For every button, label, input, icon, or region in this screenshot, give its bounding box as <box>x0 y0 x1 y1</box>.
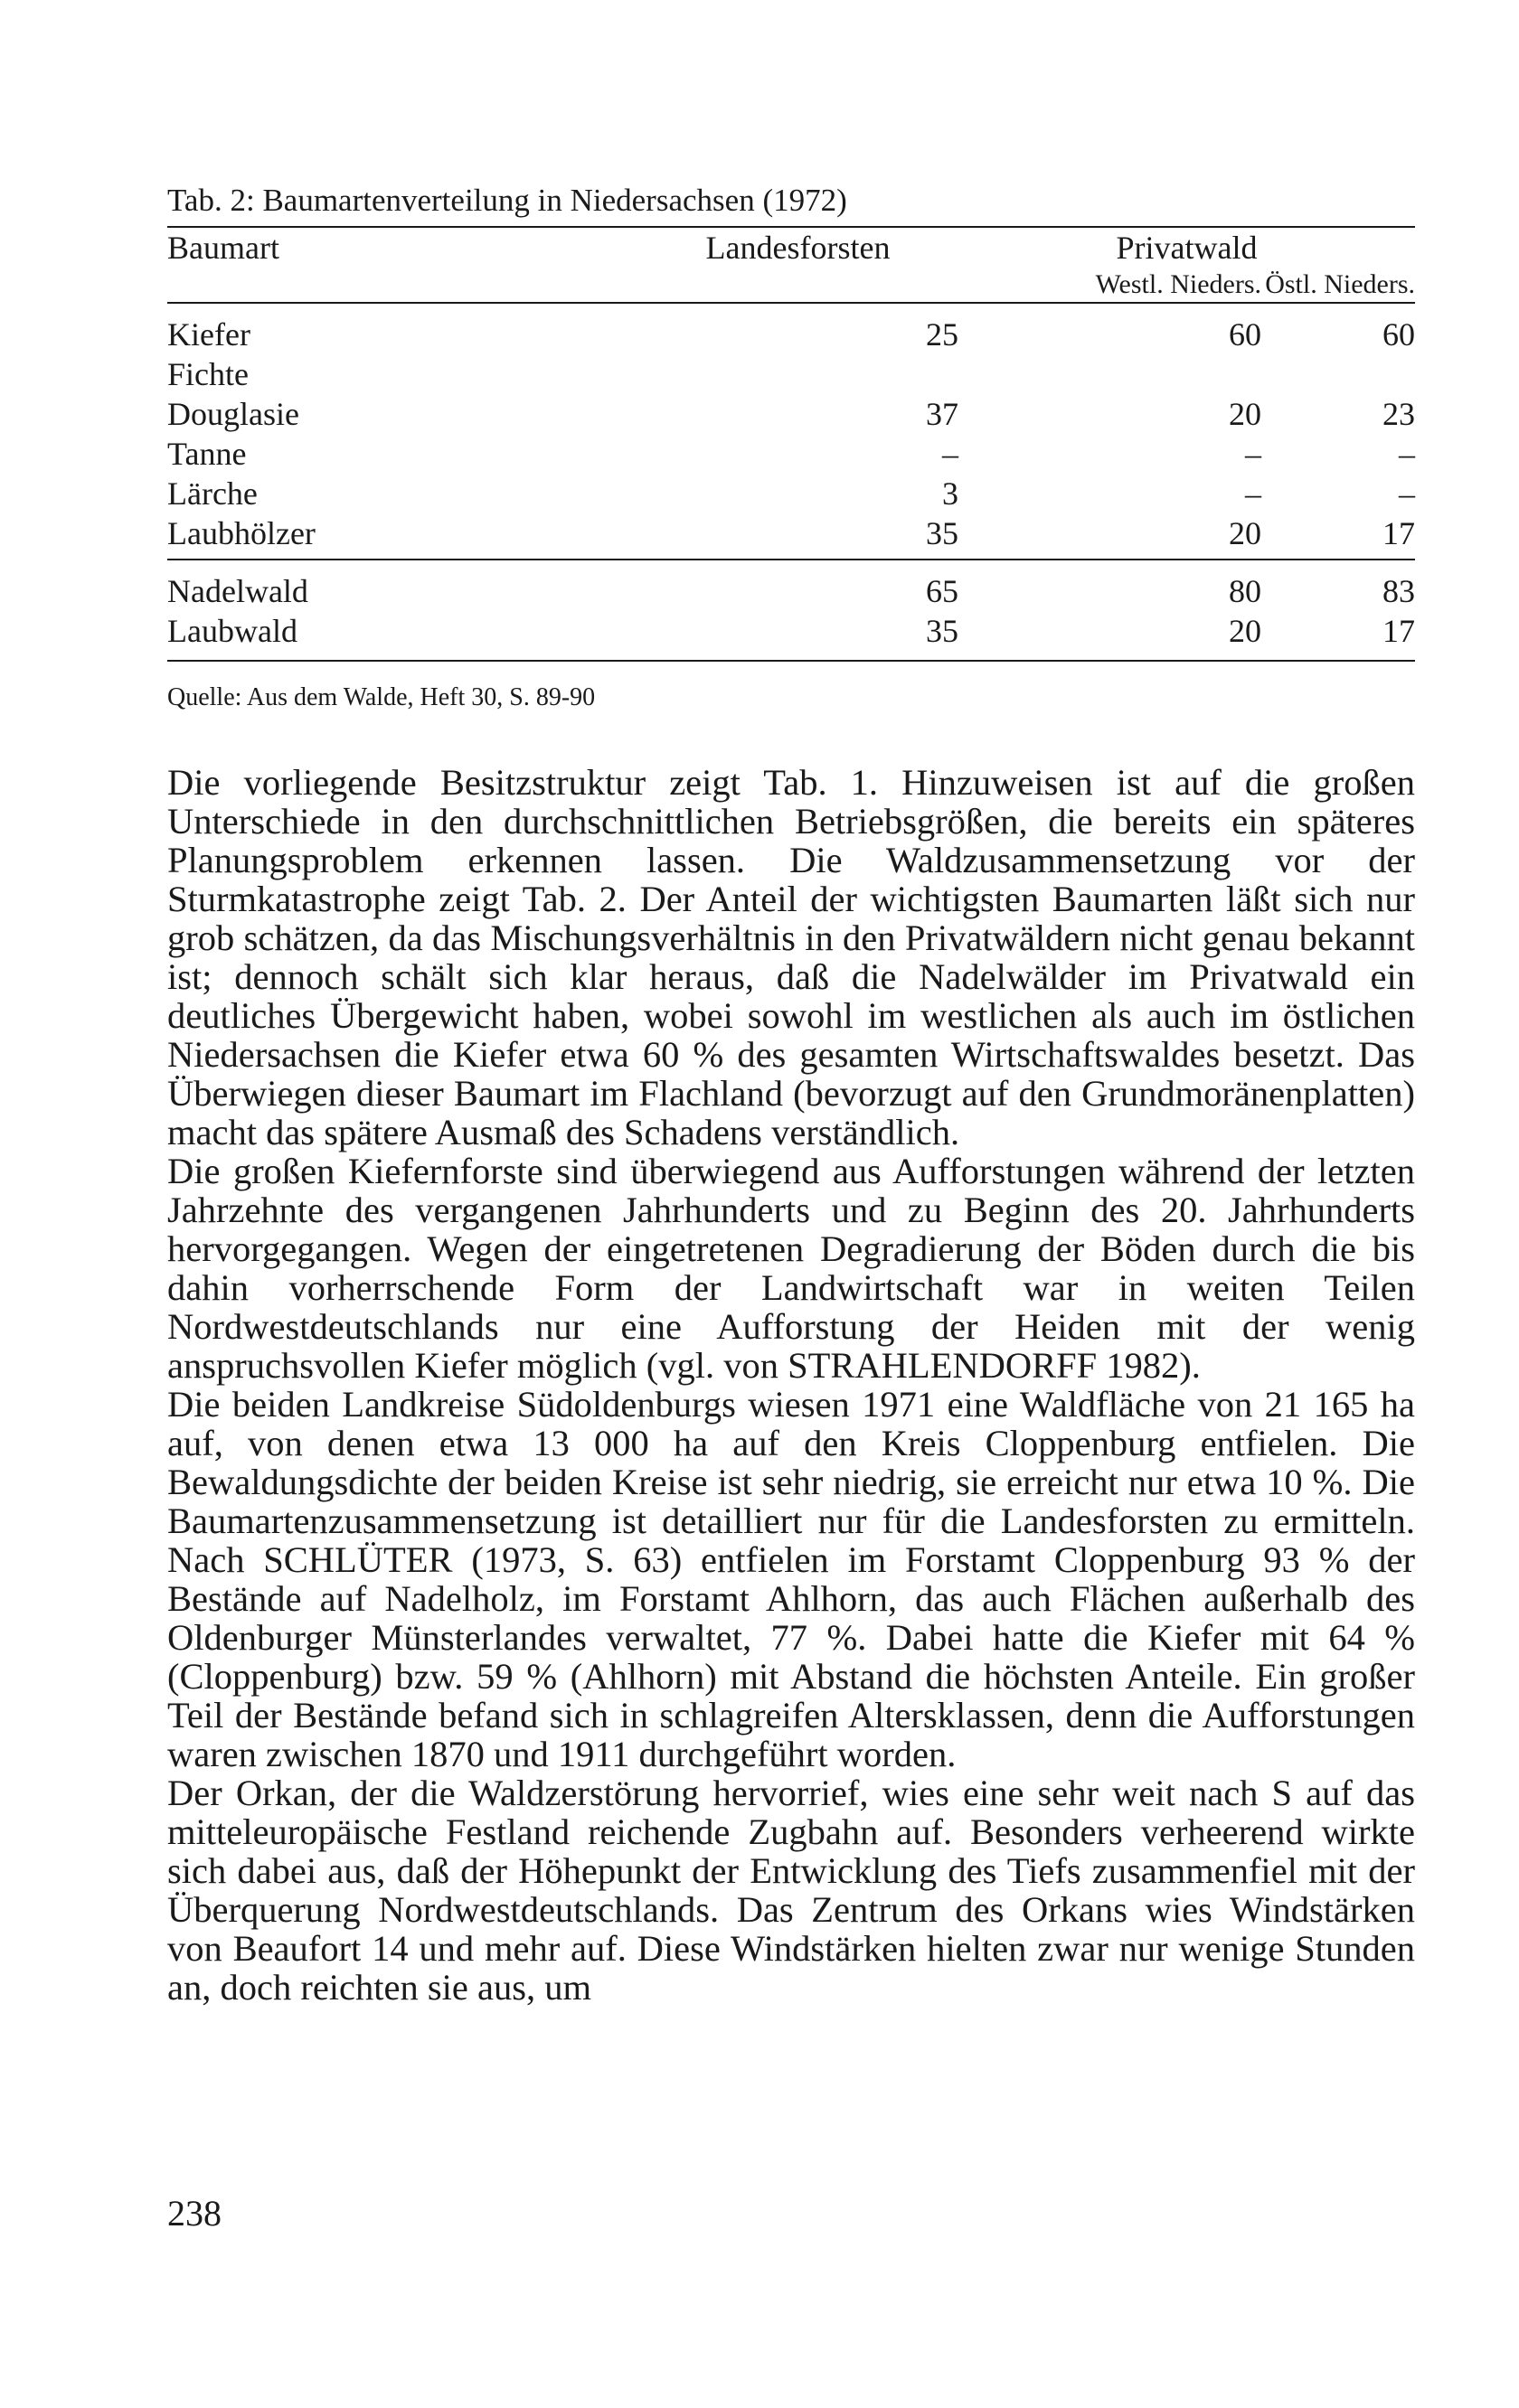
row-landesforsten: 3 <box>942 475 958 512</box>
row-westl <box>958 354 1261 394</box>
paragraph: Die großen Kiefernforste sind überwiegend aus Aufforstungen während der letzten Jahrzehnte des vergangenen Jahrhunderts und zu Beginn des 20. Jahrhunderts hervorgegangen. Wegen der eingetretenen Degradierung der Böden durch die bis dahin vorherrschende Form der Landwirtschaft war in weiten Teilen Nordwestdeutschlands nur eine Aufforstung der Heiden mit der wenig anspruchsvollen Kiefer möglich (vgl. von STRAHLENDORFF 1982). <box>167 1151 1415 1386</box>
table-row <box>167 474 1415 513</box>
row-westl: – <box>1245 475 1261 512</box>
species-distribution-table <box>167 226 1415 662</box>
paragraph: Die beiden Landkreise Südoldenburgs wiesen 1971 eine Waldfläche von 21 165 ha auf, von denen etwa 13 000 ha auf den Kreis Cloppenburg entfielen. Die Bewaldungsdichte der beiden Kreise ist sehr niedrig, sie erreicht nur etwa 10 %. Die Baumartenzusammensetzung ist detailliert nur für die Landesforsten zu ermitteln. Nach SCHLÜTER (1973, S. 63) entfielen im Forstamt Cloppenburg 93 % der Bestände auf Nadelholz, im Forstamt Ahlhorn, das auch Flächen außerhalb des Oldenburger Münsterlandes verwaltet, 77 %. Dabei hatte die Kiefer mit 64 % (Cloppenburg) bzw. 59 % (Ahlhorn) mit Abstand die höchsten Anteile. Ein großer Teil der Bestände befand sich in schlagreifen Altersklassen, denn die Aufforstungen waren zwischen 1870 und 1911 durchgeführt worden. <box>167 1384 1415 1774</box>
row-name: Laubwald <box>167 611 637 661</box>
table-source: Quelle: Aus dem Walde, Heft 30, S. 89-90 <box>167 683 596 711</box>
header-westl-nieders: Westl. Nieders. <box>958 268 1261 303</box>
row-landesforsten: 37 <box>926 396 958 432</box>
row-westl: 80 <box>958 560 1261 611</box>
table-row <box>167 303 1415 354</box>
row-westl: – <box>1245 436 1261 472</box>
row-westl: 20 <box>1229 515 1261 551</box>
row-oestl: 83 <box>1261 560 1415 611</box>
row-name: Douglasie <box>167 396 299 432</box>
row-landesforsten <box>637 354 958 394</box>
row-name: Fichte <box>167 356 249 392</box>
row-landesforsten: 25 <box>926 316 958 353</box>
row-westl: 20 <box>958 611 1261 661</box>
summary-row <box>167 611 1415 661</box>
page-number: 238 <box>167 2193 222 2234</box>
table-row <box>167 434 1415 474</box>
row-name: Nadelwald <box>167 560 637 611</box>
table-summary <box>167 560 1415 661</box>
row-westl: 20 <box>1229 396 1261 432</box>
table-body <box>167 303 1415 560</box>
summary-row <box>167 560 1415 611</box>
table-row <box>167 513 1415 560</box>
row-name: Tanne <box>167 436 247 472</box>
header-landesforsten: Landesforsten <box>637 227 958 268</box>
row-westl: 60 <box>1229 316 1261 353</box>
paragraph: Der Orkan, der die Waldzerstörung hervorrief, wies eine sehr weit nach S auf das mitteleuropäische Festland reichende Zugbahn auf. Besonders verheerend wirkte sich dabei aus, daß der Höhepunkt der Entwicklung des Tiefs zusammenfiel mit der Überquerung Nordwestdeutschlands. Das Zentrum des Orkans wies Windstärken von Beaufort 14 und mehr auf. Diese Windstärken hielten zwar nur wenige Stunden an, doch reichten sie aus, um <box>167 1773 1415 2008</box>
row-oestl: 17 <box>1261 611 1415 661</box>
header-baumart: Baumart <box>167 227 637 268</box>
table-caption: Tab. 2: Baumartenverteilung in Niedersachsen (1972) <box>167 183 847 218</box>
row-oestl: 60 <box>1382 316 1415 353</box>
row-name: Lärche <box>167 475 258 512</box>
table-subheader-row <box>167 268 1415 303</box>
row-name: Kiefer <box>167 316 250 353</box>
body-text <box>167 763 1415 2007</box>
row-oestl: 23 <box>1382 396 1415 432</box>
row-landesforsten: – <box>942 436 958 472</box>
header-oestl-nieders: Östl. Nieders. <box>1261 268 1415 303</box>
row-name: Laubhölzer <box>167 515 316 551</box>
table-header-row <box>167 227 1415 268</box>
row-oestl: – <box>1399 436 1415 472</box>
paragraph: Die vorliegende Besitzstruktur zeigt Tab. 1. Hinzuweisen ist auf die großen Unterschiede in den durchschnittlichen Betriebsgrößen, die bereits ein späteres Planungsproblem erkennen lassen. Die Waldzusammensetzung vor der Sturmkatastrophe zeigt Tab. 2. Der Anteil der wichtigsten Baumarten läßt sich nur grob schätzen, da das Mischungsverhältnis in den Privatwäldern nicht genau bekannt ist; dennoch schält sich klar heraus, daß die Nadelwälder im Privatwald ein deutliches Übergewicht haben, wobei sowohl im westlichen als auch im östlichen Niedersachsen die Kiefer etwa 60 % des gesamten Wirtschaftswaldes besetzt. Das Überwiegen dieser Baumart im Flachland (bevorzugt auf den Grundmoränenplatten) macht das spätere Ausmaß des Schadens verständlich. <box>167 762 1415 1152</box>
table-row <box>167 354 1415 394</box>
row-landesforsten: 35 <box>926 515 958 551</box>
row-landesforsten: 35 <box>637 611 958 661</box>
header-privatwald: Privatwald <box>958 227 1415 268</box>
row-oestl: – <box>1399 475 1415 512</box>
row-oestl <box>1261 354 1415 394</box>
table-row <box>167 394 1415 434</box>
page-content <box>167 181 1415 2007</box>
row-oestl: 17 <box>1382 515 1415 551</box>
row-landesforsten: 65 <box>637 560 958 611</box>
